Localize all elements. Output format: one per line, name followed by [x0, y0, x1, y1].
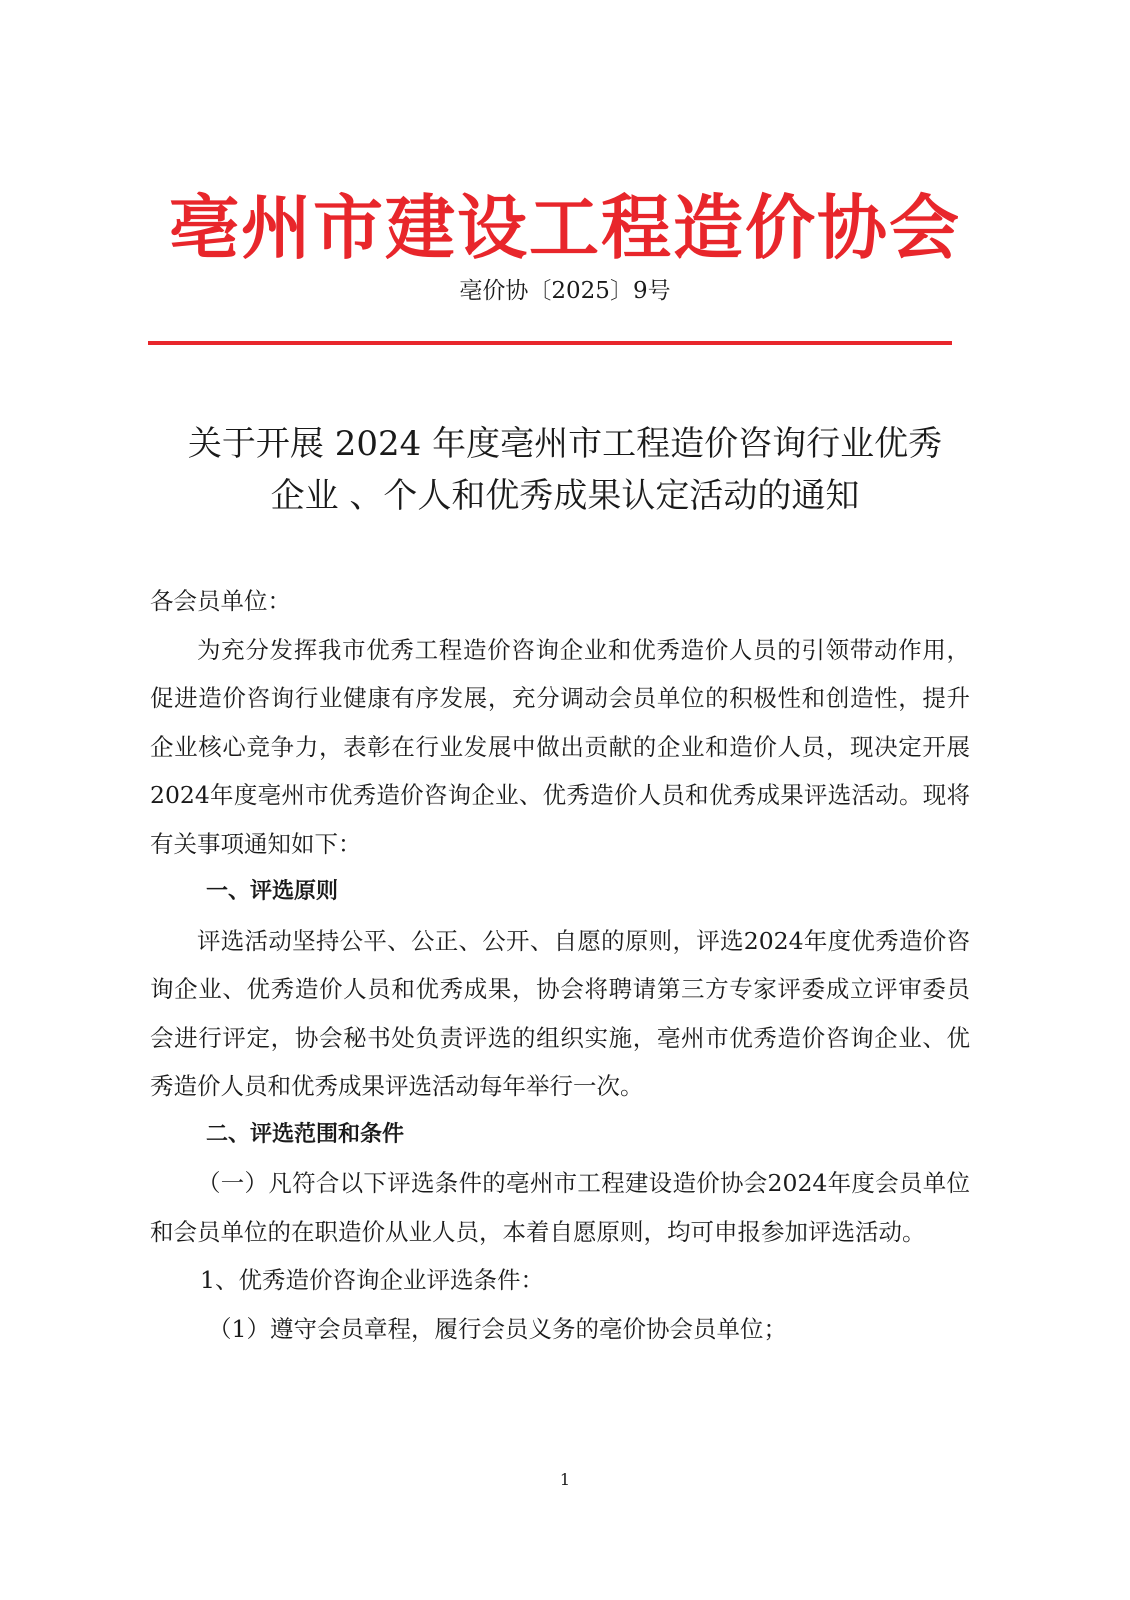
document-title-line-1: 关于开展 2024 年度亳州市工程造价咨询行业优秀	[187, 424, 943, 464]
section-1-paragraph: 评选活动坚持公平、公正、公开、自愿的原则，评选2024年度优秀造价咨询企业、优秀造价人员和优秀成果，协会将聘请第三方专家评委成立评审委员会进行评定，协会秘书处负责评选的组织实施，亳州市优秀造价咨询企业、优秀造价人员和优秀成果评选活动每年举行一次。	[150, 926, 970, 1100]
salutation: 各会员单位：	[150, 587, 291, 615]
page-number: 1	[559, 1470, 571, 1489]
section-2-heading: 二、评选范围和条件	[206, 1121, 405, 1147]
org-name-header: 亳州市建设工程造价协会	[169, 187, 961, 269]
list-item-1-1: （1）遵守会员章程，履行会员义务的亳价协会员单位；	[208, 1314, 787, 1343]
section-2-paragraph: （一）凡符合以下评选条件的亳州市工程建设造价协会2024年度会员单位和会员单位的在职造价从业人员，本着自愿原则，均可申报参加评选活动。	[150, 1169, 970, 1246]
list-item-1: 1、优秀造价咨询企业评选条件：	[200, 1266, 544, 1294]
document-title	[100, 418, 1030, 522]
document-number: 亳价协〔2025〕9号	[459, 278, 671, 304]
document-body	[150, 577, 970, 1353]
intro-paragraph: 为充分发挥我市优秀工程造价咨询企业和优秀造价人员的引领带动作用，促进造价咨询行业健康有序发展，充分调动会员单位的积极性和创造性，提升企业核心竞争力，表彰在行业发展中做出贡献的企业和造价人员，现决定开展2024年度亳州市优秀造价咨询企业、优秀造价人员和优秀成果评选活动。现将有关事项通知如下：	[150, 635, 970, 858]
document-title-line-2: 企业 、个人和优秀成果认定活动的通知	[270, 476, 860, 516]
section-1-heading: 一、评选原则	[206, 879, 339, 904]
red-divider-line	[148, 341, 952, 345]
